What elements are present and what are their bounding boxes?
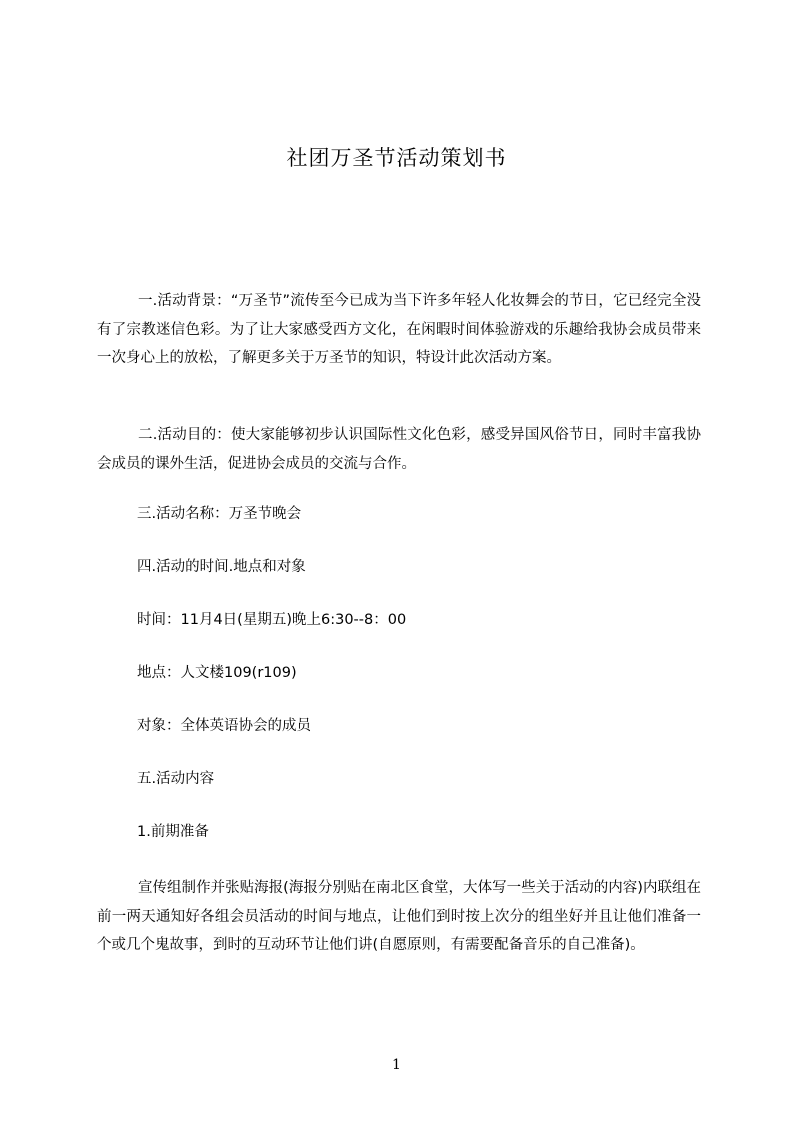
activity-audience: 对象：全体英语协会的成员 [137,718,311,734]
section-activity-name: 三.活动名称：万圣节晚会 [137,506,302,522]
section-time-place-heading: 四.活动的时间.地点和对象 [137,559,306,575]
activity-time: 时间：11月4日(星期五)晚上6:30--8：00 [137,612,407,628]
section-purpose: 二.活动目的：使大家能够初步认识国际性文化色彩，感受异国风俗节日，同时丰富我协会成员的课外生活，促进协会成员的交流与合作。 [97,427,701,472]
section-prep-body: 宣传组制作并张贴海报(海报分别贴在南北区食堂，大体写一些关于活动的内容)内联组在前一两天通知好各组会员活动的时间与地点，让他们到时按上次分的组坐好并且让他们准备一个或几个鬼故事，到时的互动环节让他们讲(自愿原则，有需要配备音乐的自己准备)。 [97,880,701,953]
page-number: 1 [392,1057,401,1073]
section-background: 一.活动背景：“万圣节”流传至今已成为当下许多年轻人化妆舞会的节日，它已经完全没有了宗教迷信色彩。为了让大家感受西方文化，在闲暇时间体验游戏的乐趣给我协会成员带来一次身心上的放松，了解更多关于万圣节的知识，特设计此次活动方案。 [97,293,701,366]
document-title: 社团万圣节活动策划书 [286,146,507,170]
section-content-heading: 五.活动内容 [137,771,215,787]
section-prep-heading: 1.前期准备 [137,824,209,840]
activity-place: 地点：人文楼109(r109) [137,665,297,681]
